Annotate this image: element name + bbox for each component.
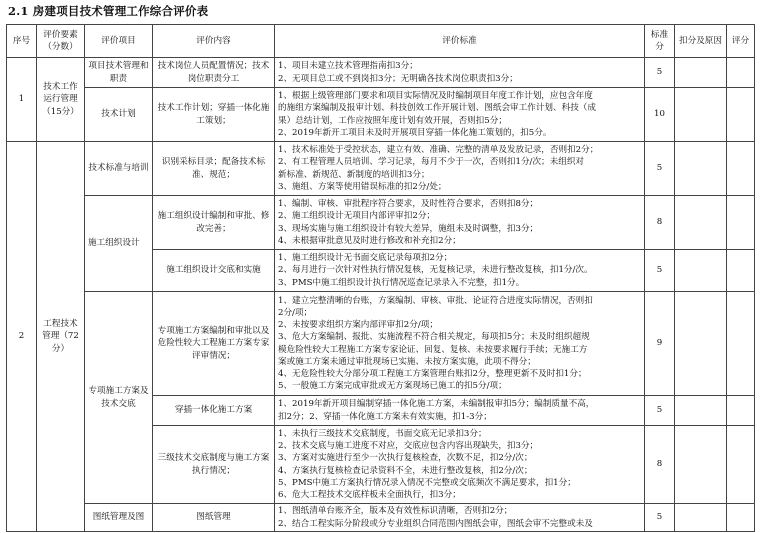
content-cell: 技术岗位人员配置情况；技术岗位职责分工 [153, 58, 275, 88]
score-cell: 5 [645, 142, 675, 196]
score-cell: 10 [645, 88, 675, 142]
standard-line: 2、2019年新开工项目未及时开展项目穿插一体化施工策划的，扣5分。 [278, 127, 552, 138]
table-row [7, 58, 755, 88]
standard-cell [275, 196, 645, 250]
standard-line: 1、项目未建立技术管理指南扣3分； [278, 61, 418, 72]
evaluation-table [6, 24, 755, 532]
deduct-cell[interactable] [675, 88, 727, 142]
rating-cell[interactable] [727, 196, 755, 250]
item-cell: 专项施工方案及技术交底 [85, 292, 153, 504]
standard-cell [275, 88, 645, 142]
rating-cell[interactable] [727, 292, 755, 396]
table-row [7, 196, 755, 250]
element-cell: 工程技术管理（72分） [37, 142, 85, 532]
standard-line: 果）总结计划，工作应按照年度计划有效开展，否则扣5分； [278, 115, 507, 126]
standard-line: 2、结合工程实际分阶段或分专业组织合同范围内图纸会审，图纸会审不完整或未及 [278, 518, 593, 529]
table-header-row [7, 25, 755, 58]
score-cell: 5 [645, 250, 675, 292]
rating-cell[interactable] [727, 88, 755, 142]
rating-cell[interactable] [727, 58, 755, 88]
standard-line: 模危险性较大工程施工方案专家论证、回复、复核、未按要求履行手续；无施工方 [278, 344, 588, 355]
standard-line: 扣2分；2、穿插一体化施工方案未有效实施，扣1-3分； [278, 411, 492, 422]
standard-line: 4、方案执行复核检查记录资料不全，未进行整改复核，扣2分/次； [278, 465, 533, 476]
standard-line: 2分/项； [278, 308, 313, 319]
score-cell: 5 [645, 504, 675, 532]
header-rating: 评分 [727, 25, 755, 58]
item-cell: 图纸管理及图 [85, 504, 153, 532]
standard-line: 2、无项目总工或不到岗扣3分；无明确各技术岗位职责扣3分； [278, 73, 518, 84]
deduct-cell[interactable] [675, 504, 727, 532]
standard-line: 1、编制、审核、审批程序符合要求，及时性符合要求，否则扣8分； [278, 199, 539, 210]
standard-line: 1、根据上级管理部门要求和项目实际情况及时编制项目年度工作计划，应包含年度 [278, 91, 593, 102]
content-cell: 穿插一体化施工方案 [153, 396, 275, 426]
standard-cell [275, 142, 645, 196]
standard-line: 1、2019年新开项目编制穿插一体化施工方案，未编制报审扣5分；编制质量不高， [278, 399, 595, 410]
standard-cell [275, 396, 645, 426]
header-standard: 评价标准 [275, 25, 645, 58]
seq-cell: 2 [7, 142, 37, 532]
standard-line: 新标准、新规范、新制度的培训扣3分； [278, 169, 430, 180]
deduct-cell[interactable] [675, 196, 727, 250]
standard-line: 2、有工程管理人员培训、学习记录，每月不少于一次，否则扣1分/次；未组织对 [278, 157, 585, 168]
item-cell: 技术标准与培训 [85, 142, 153, 196]
header-content: 评价内容 [153, 25, 275, 58]
content-cell: 三级技术交底制度与施工方案执行情况； [153, 426, 275, 504]
score-cell: 9 [645, 292, 675, 396]
standard-line: 4、未根据审批意见及时进行修改和补充扣2分； [278, 235, 461, 246]
content-cell: 专项施工方案编制和审批以及危险性较大工程施工方案专家评审情况； [153, 292, 275, 396]
score-cell: 5 [645, 396, 675, 426]
standard-line: 1、建立完整清晰的台账，方案编制、审核、审批、论证符合进度实际情况，否则扣 [278, 296, 593, 307]
standard-cell [275, 504, 645, 532]
header-seq: 序号 [7, 25, 37, 58]
deduct-cell[interactable] [675, 58, 727, 88]
standard-line: 2、每月进行一次针对性执行情况复核，无复核记录，未进行整改复核，扣1分/次。 [278, 265, 593, 276]
standard-line: 3、危大方案编制、报批、实施流程不符合相关规定，每项扣5分；未及时组织超规 [278, 332, 590, 343]
standard-cell [275, 250, 645, 292]
page-title: 2.1 房建项目技术管理工作综合评价表 [8, 4, 209, 18]
content-cell: 图纸管理 [153, 504, 275, 532]
standard-line: 2、施工组织设计无项目内部评审扣2分； [278, 211, 436, 222]
rating-cell[interactable] [727, 426, 755, 504]
rating-cell[interactable] [727, 142, 755, 196]
content-cell: 技术工作计划；穿插一体化施工策划； [153, 88, 275, 142]
standard-cell [275, 58, 645, 88]
deduct-cell[interactable] [675, 142, 727, 196]
standard-line: 案或施工方案未通过审批现场已实施、未按方案实施，此项不得分； [278, 356, 536, 367]
table-row [7, 142, 755, 196]
content-cell: 施工组织设计交底和实施 [153, 250, 275, 292]
element-cell: 技术工作运行管理（15分） [37, 58, 85, 142]
table-row [7, 292, 755, 396]
deduct-cell[interactable] [675, 426, 727, 504]
standard-line: 2、技术交底与施工进度不对应，交底应包含内容出现缺失，扣3分； [278, 441, 539, 452]
score-cell: 8 [645, 196, 675, 250]
rating-cell[interactable] [727, 250, 755, 292]
header-item: 评价项目 [85, 25, 153, 58]
standard-line: 的施组方案编制及报审计划、科技创效工作开展计划、图纸会审工作计划、科技（成 [278, 103, 596, 114]
standard-line: 1、施工组织设计无书面交底记录每项扣2分； [278, 253, 453, 264]
item-cell: 技术计划 [85, 88, 153, 142]
header-deduct: 扣分及原因 [675, 25, 727, 58]
item-cell: 项目技术管理和职责 [85, 58, 153, 88]
standard-line: 2、未按要求组织方案内部评审扣2分/项； [278, 320, 438, 331]
item-cell: 施工组织设计 [85, 196, 153, 292]
seq-cell: 1 [7, 58, 37, 142]
standard-cell [275, 426, 645, 504]
standard-line: 3、PMS中施工组织设计执行情况巡查记录录入不完整，扣1分。 [278, 277, 525, 288]
rating-cell[interactable] [727, 396, 755, 426]
standard-line: 6、危大工程技术交底样板未全面执行，扣3分； [278, 489, 461, 500]
content-cell: 识别采标目录；配备技术标准、规范； [153, 142, 275, 196]
header-score: 标准分 [645, 25, 675, 58]
deduct-cell[interactable] [675, 396, 727, 426]
standard-line: 1、未执行三级技术交底制度，书面交底无记录扣3分； [278, 429, 487, 440]
standard-line: 5、一般施工方案完成审批或无方案现场已施工的扣5分/项； [278, 380, 507, 391]
score-cell: 8 [645, 426, 675, 504]
header-element: 评价要素（分数） [37, 25, 85, 58]
standard-line: 1、图纸清单台账齐全，版本及有效性标识清晰，否则扣2分； [278, 506, 513, 517]
standard-line: 3、施组、方案等使用错误标准的扣2分/处； [278, 181, 447, 192]
rating-cell[interactable] [727, 504, 755, 532]
table-row [7, 504, 755, 532]
standard-line: 1、技术标准处于受控状态，建立有效、准确、完整的清单及发放记录，否则扣2分； [278, 145, 599, 156]
standard-line: 4、无危险性较大分部分项工程施工方案管理台账扣2分，整理更新不及时扣1分； [278, 368, 587, 379]
standard-line: 3、现场实施与施工组织设计有较大差异，施组未及时调整，扣3分； [278, 223, 539, 234]
deduct-cell[interactable] [675, 250, 727, 292]
deduct-cell[interactable] [675, 292, 727, 396]
standard-cell [275, 292, 645, 396]
table-row [7, 88, 755, 142]
content-cell: 施工组织设计编制和审批、修改完善； [153, 196, 275, 250]
standard-line: 3、方案对实施进行至少一次执行复核检查，次数不足，扣2分/次； [278, 453, 533, 464]
standard-line: 5、PMS中施工方案执行情况录入情况不完整或交底频次不满足要求，扣1分； [278, 477, 576, 488]
score-cell: 5 [645, 58, 675, 88]
